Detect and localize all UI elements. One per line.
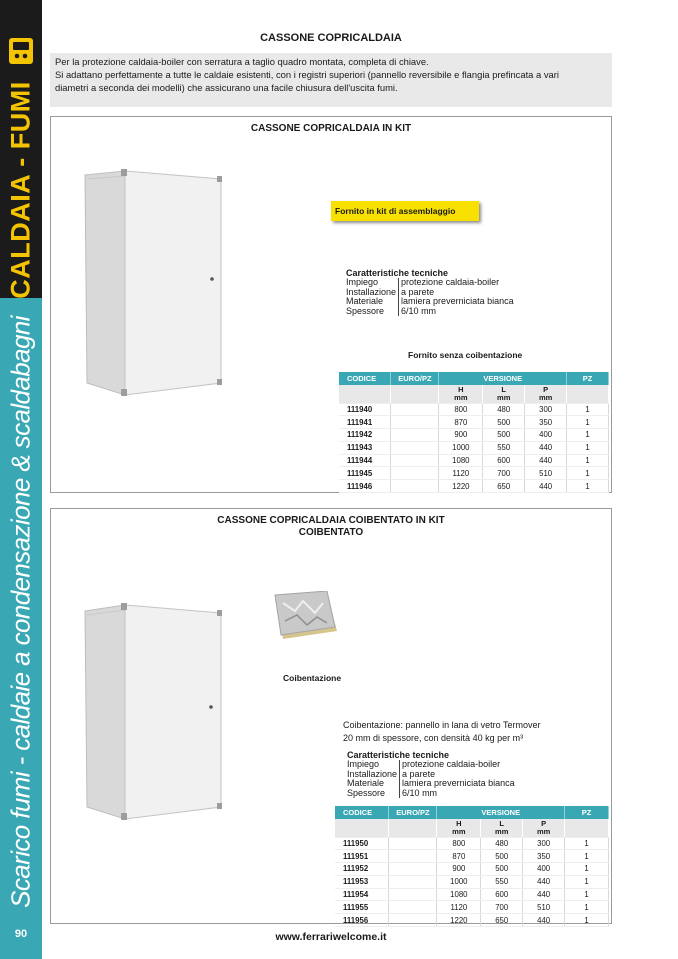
spec-row	[346, 307, 514, 317]
cell-euro	[391, 416, 439, 429]
specs-heading: Caratteristiche tecniche	[347, 750, 450, 760]
spec-key: Materiale	[347, 779, 400, 789]
col-euro: EURO/PZ	[389, 806, 437, 819]
cell-code: 111950	[335, 837, 389, 850]
table-row	[335, 837, 609, 850]
unit-label: mm	[536, 826, 551, 836]
specs-heading: Caratteristiche tecniche	[346, 268, 449, 278]
cell-euro	[389, 888, 437, 901]
col-versione: VERSIONE	[439, 372, 567, 385]
cell-pz: 1	[565, 850, 609, 863]
table-row	[335, 875, 609, 888]
table-row	[339, 480, 609, 493]
unit-dim: H	[458, 384, 464, 394]
unit-h	[439, 385, 483, 403]
spec-value: protezione caldaia-boiler	[401, 277, 500, 287]
table-row	[335, 888, 609, 901]
unit-p	[523, 819, 565, 837]
cell-pz: 1	[567, 429, 609, 442]
units-row	[339, 385, 609, 403]
insulation-description	[343, 719, 540, 745]
col-versione: VERSIONE	[437, 806, 565, 819]
cell-pz: 1	[567, 416, 609, 429]
kit-badge: Fornito in kit di assemblaggio	[331, 201, 479, 221]
cell-euro	[391, 429, 439, 442]
table-row	[339, 441, 609, 454]
cell-h: 800	[437, 837, 481, 850]
cell-h: 870	[439, 416, 483, 429]
cell-l: 500	[481, 850, 523, 863]
table-row	[339, 429, 609, 442]
specs-table	[346, 278, 514, 316]
unit-label: mm	[538, 392, 553, 402]
spec-value: lamiera preverniciata bianca	[401, 296, 514, 307]
cell-h: 1080	[439, 454, 483, 467]
insulation-label: Coibentazione	[283, 673, 342, 683]
cabinet-image	[81, 169, 226, 397]
units-empty	[335, 819, 389, 837]
intro-line: Per la protezione caldaia-boiler con serratura a taglio quadro montata, completa di chiave.	[55, 56, 429, 67]
table-row	[339, 403, 609, 416]
cell-l: 650	[481, 914, 523, 927]
spec-key: Spessore	[346, 307, 399, 317]
units-empty	[339, 385, 391, 403]
section-subtitle: COIBENTATO	[298, 527, 364, 538]
spec-value: a parete	[402, 768, 436, 779]
spec-value: protezione caldaia-boiler	[402, 759, 501, 769]
spec-row	[347, 789, 515, 799]
spec-key: Spessore	[347, 789, 400, 799]
spec-value: lamiera preverniciata bianca	[402, 778, 515, 789]
cell-pz: 1	[565, 914, 609, 927]
cell-l: 550	[483, 441, 525, 454]
cell-euro	[391, 441, 439, 454]
cell-p: 440	[525, 454, 567, 467]
table-header-row	[339, 372, 609, 385]
intro-line: Si adattano perfettamente a tutte le caldaie esistenti, con i registri superiori (pannello reversibile e flangia prefincata a vari	[55, 69, 559, 80]
spec-value: 6/10 mm	[402, 787, 438, 798]
cell-pz: 1	[565, 888, 609, 901]
cell-pz: 1	[567, 441, 609, 454]
cell-pz: 1	[567, 480, 609, 493]
spec-key: Installazione	[346, 288, 399, 298]
cell-euro	[391, 454, 439, 467]
category-title: CALDAIA - FUMI	[5, 81, 36, 299]
cell-code: 111952	[335, 863, 389, 876]
table-row	[339, 416, 609, 429]
cell-p: 350	[525, 416, 567, 429]
unit-label: mm	[497, 392, 511, 402]
tech-specs	[346, 268, 514, 316]
col-pz: PZ	[567, 372, 609, 385]
col-euro: EURO/PZ	[391, 372, 439, 385]
cell-l: 550	[481, 875, 523, 888]
unit-dim: L	[499, 818, 505, 828]
spec-key: Materiale	[346, 297, 399, 307]
cell-h: 1120	[437, 901, 481, 914]
cell-l: 500	[483, 416, 525, 429]
tech-specs	[347, 750, 515, 798]
cell-euro	[389, 863, 437, 876]
unit-label: mm	[495, 826, 509, 836]
category-subtitle: Scarico fumi - caldaie a condensazione & scaldabagni	[5, 316, 36, 908]
cell-l: 500	[483, 429, 525, 442]
cell-euro	[389, 875, 437, 888]
table-header-row	[335, 806, 609, 819]
units-empty	[565, 819, 609, 837]
unit-l	[483, 385, 525, 403]
cell-code: 111943	[339, 441, 391, 454]
cell-euro	[391, 467, 439, 480]
cell-p: 440	[525, 480, 567, 493]
units-empty	[391, 385, 439, 403]
cell-l: 700	[483, 467, 525, 480]
cell-h: 800	[439, 403, 483, 416]
table-row	[335, 850, 609, 863]
cell-l: 600	[481, 888, 523, 901]
cell-h: 1080	[437, 888, 481, 901]
cell-code: 111940	[339, 403, 391, 416]
intro-box	[50, 53, 612, 107]
cell-euro	[391, 480, 439, 493]
cell-pz: 1	[567, 403, 609, 416]
cell-p: 440	[523, 914, 565, 927]
cell-h: 1220	[439, 480, 483, 493]
cell-l: 480	[483, 403, 525, 416]
boiler-icon	[6, 36, 36, 66]
table-row	[335, 901, 609, 914]
spec-value: a parete	[401, 286, 435, 297]
cell-code: 111955	[335, 901, 389, 914]
unit-l	[481, 819, 523, 837]
cell-pz: 1	[567, 454, 609, 467]
cell-l: 480	[481, 837, 523, 850]
cell-euro	[389, 850, 437, 863]
unit-dim: P	[541, 818, 547, 828]
cell-code: 111951	[335, 850, 389, 863]
table-row	[335, 863, 609, 876]
page-number: 90	[14, 928, 28, 940]
unit-dim: P	[543, 384, 549, 394]
category-sidebar	[0, 0, 42, 959]
cell-l: 700	[481, 901, 523, 914]
cell-euro	[389, 901, 437, 914]
cabinet-image	[81, 603, 226, 821]
unit-p	[525, 385, 567, 403]
col-pz: PZ	[565, 806, 609, 819]
cell-euro	[389, 914, 437, 927]
section-title: CASSONE COPRICALDAIA COIBENTATO IN KIT	[217, 515, 445, 526]
page-title: CASSONE COPRICALDAIA	[260, 32, 402, 44]
section-title: CASSONE COPRICALDAIA IN KIT	[250, 123, 412, 134]
unit-dim: L	[501, 384, 507, 394]
specs-table	[347, 760, 515, 798]
cell-p: 300	[525, 403, 567, 416]
table-row	[335, 914, 609, 927]
product-table	[339, 372, 609, 493]
cell-l: 500	[481, 863, 523, 876]
unit-h	[437, 819, 481, 837]
spec-value: 6/10 mm	[401, 305, 437, 316]
units-empty	[567, 385, 609, 403]
cell-h: 1000	[437, 875, 481, 888]
cell-code: 111945	[339, 467, 391, 480]
intro-line: diametri a seconda dei modelli) che assicurano una facile chiusura dell'uscita fumi.	[55, 82, 398, 93]
spec-key: Impiego	[346, 278, 399, 288]
cell-p: 440	[523, 888, 565, 901]
cell-h: 870	[437, 850, 481, 863]
cell-p: 510	[523, 901, 565, 914]
cell-l: 650	[483, 480, 525, 493]
cell-p: 350	[523, 850, 565, 863]
cell-h: 1120	[439, 467, 483, 480]
table-row	[339, 467, 609, 480]
cell-h: 1000	[439, 441, 483, 454]
spec-key: Impiego	[347, 760, 400, 770]
cell-h: 900	[439, 429, 483, 442]
units-empty	[389, 819, 437, 837]
cell-euro	[389, 837, 437, 850]
spec-key: Installazione	[347, 770, 400, 780]
cell-l: 600	[483, 454, 525, 467]
table-row	[339, 454, 609, 467]
cell-code: 111941	[339, 416, 391, 429]
product-section-kit	[50, 116, 612, 493]
cell-p: 440	[525, 441, 567, 454]
cell-p: 510	[525, 467, 567, 480]
insulation-panel-image	[273, 591, 339, 643]
cell-code: 111946	[339, 480, 391, 493]
unit-label: mm	[452, 826, 466, 836]
cell-p: 400	[523, 863, 565, 876]
cell-p: 300	[523, 837, 565, 850]
description-line: 20 mm di spessore, con densità 40 kg per m³	[343, 733, 524, 743]
cell-pz: 1	[565, 837, 609, 850]
description-line: Coibentazione: pannello in lana di vetro Termover	[343, 720, 541, 730]
unit-label: mm	[454, 392, 468, 402]
no-insulation-note: Fornito senza coibentazione	[408, 350, 523, 360]
col-codice: CODICE	[339, 372, 391, 385]
product-section-insulated	[50, 508, 612, 924]
cell-code: 111956	[335, 914, 389, 927]
cell-code: 111954	[335, 888, 389, 901]
cell-code: 111953	[335, 875, 389, 888]
cell-p: 400	[525, 429, 567, 442]
cell-p: 440	[523, 875, 565, 888]
cell-h: 1220	[437, 914, 481, 927]
cell-pz: 1	[565, 901, 609, 914]
cell-code: 111944	[339, 454, 391, 467]
product-table	[335, 806, 609, 927]
col-codice: CODICE	[335, 806, 389, 819]
footer-website-link[interactable]: www.ferrariwelcome.it	[275, 931, 387, 943]
cell-pz: 1	[565, 875, 609, 888]
cell-pz: 1	[567, 467, 609, 480]
unit-dim: H	[456, 818, 462, 828]
cell-pz: 1	[565, 863, 609, 876]
cell-h: 900	[437, 863, 481, 876]
units-row	[335, 819, 609, 837]
cell-euro	[391, 403, 439, 416]
cell-code: 111942	[339, 429, 391, 442]
